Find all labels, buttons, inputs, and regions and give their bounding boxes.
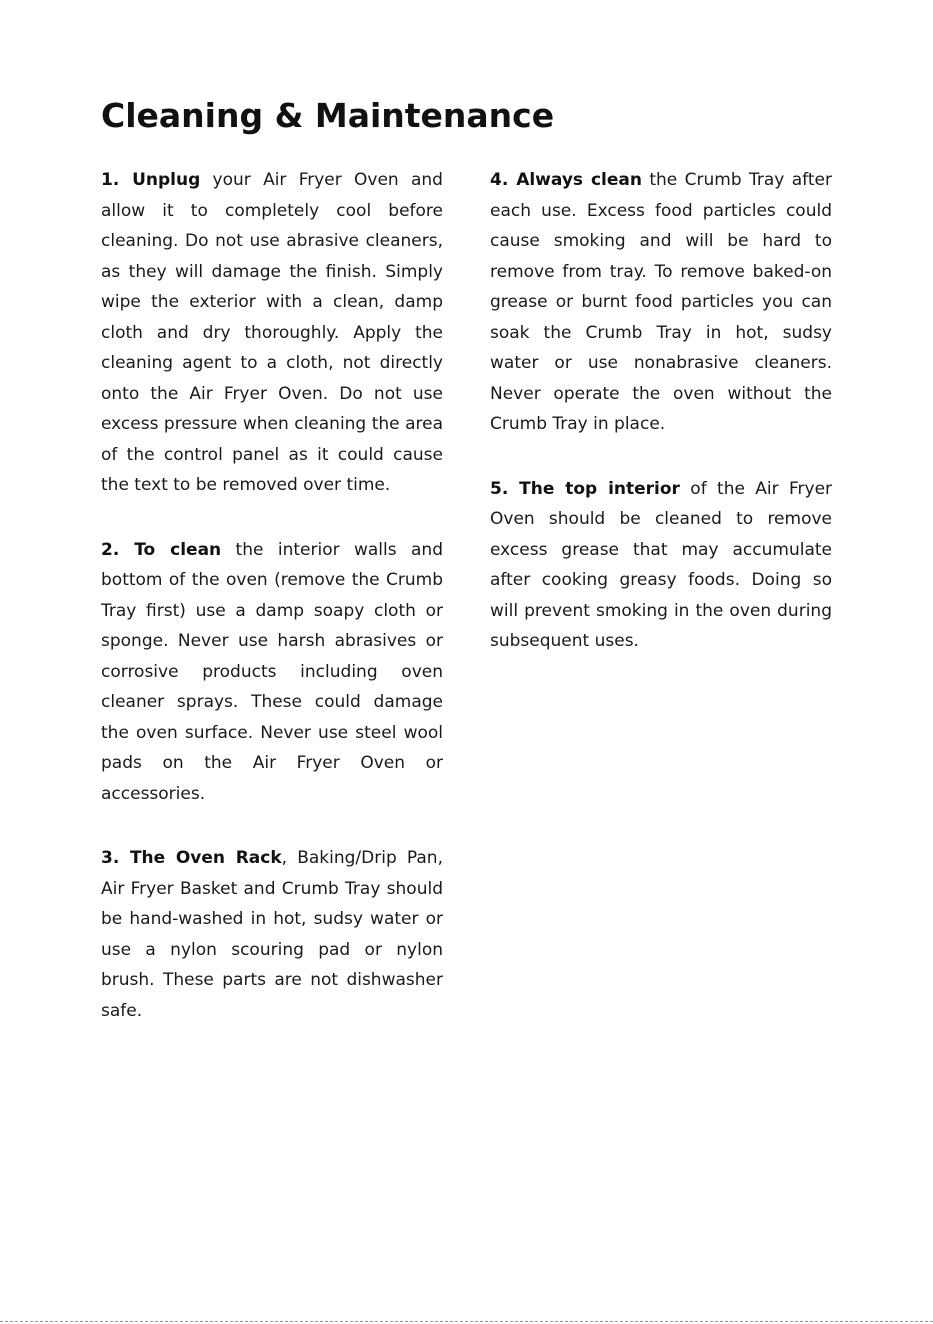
instruction-body-1: your Air Fryer Oven and allow it to completely cool before cleaning. Do not use abrasive cleaners, as they will damage the finish. Simply wipe the exterior with a clean, damp cloth and dry thoroughly. Apply the cleaning agent to a cloth, not directly onto the Air Fryer Oven. Do not use excess pressure when cleaning the area of the control panel as it could cause the text to be removed over time. xyxy=(101,170,443,495)
instruction-lead-5: 5. The top interior xyxy=(490,478,680,499)
left-column xyxy=(101,165,443,1026)
instruction-item-2 xyxy=(101,535,443,810)
instruction-body-4: the Crumb Tray after each use. Excess food particles could cause smoking and will be hard to remove from tray. To remove baked-on grease or burnt food particles you can soak the Crumb Tray in hot, sudsy water or use nonabrasive cleaners. Never operate the oven without the Crumb Tray in place. xyxy=(490,170,832,434)
instruction-lead-3: 3. The Oven Rack xyxy=(101,848,282,868)
instruction-item-5 xyxy=(490,474,832,657)
page-bottom-divider xyxy=(0,1321,933,1322)
instruction-lead-4: 4. Always clean xyxy=(490,170,642,190)
instruction-lead-2: 2. To clean xyxy=(101,539,222,560)
instruction-item-1 xyxy=(101,165,443,501)
instruction-item-4 xyxy=(490,165,832,440)
instruction-item-3 xyxy=(101,843,443,1026)
instruction-lead-1: 1. Unplug xyxy=(101,170,201,190)
instruction-body-2: the interior walls and bottom of the oven (remove the Crumb Tray first) use a damp soapy cloth or sponge. Never use harsh abrasives or corrosive products including oven cleaner sprays. These could damage the oven surface. Never use steel wool pads on the Air Fryer Oven or accessories. xyxy=(101,539,443,804)
instruction-body-5: of the Air Fryer Oven should be cleaned to remove excess grease that may accumulate after cooking greasy foods. Doing so will prevent smoking in the oven during subsequent uses. xyxy=(490,478,833,651)
page-title: Cleaning & Maintenance xyxy=(101,96,555,135)
instruction-body-3: , Baking/Drip Pan, Air Fryer Basket and Crumb Tray should be hand-washed in hot, sudsy water or use a nylon scouring pad or nylon brush. These parts are not dishwasher safe. xyxy=(101,848,443,1021)
right-column xyxy=(490,165,832,657)
